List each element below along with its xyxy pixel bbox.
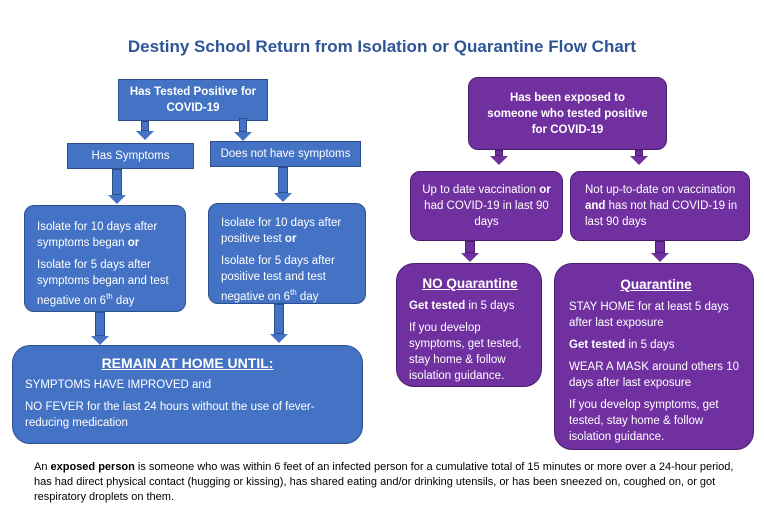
- isolate-nosymptoms-line2: Isolate for 5 days after positive test and test negative on 6th day: [221, 255, 335, 303]
- notuptodate-label: Not up-to-date on vaccination and has not had COVID-19 in last 90 days: [585, 184, 738, 228]
- remain-home-box: [12, 345, 363, 444]
- isolate-nosymptoms-box: [208, 203, 366, 304]
- has-symptoms-box: [67, 143, 194, 169]
- exposed-box: [468, 77, 667, 150]
- isolate-symptoms-line1: Isolate for 10 days after symptoms began or: [37, 221, 158, 249]
- isolate-nosymptoms-line1: Isolate for 10 days after positive test or: [221, 217, 342, 245]
- has-symptoms-label: Has Symptoms: [91, 150, 170, 162]
- no-quarantine-box: [396, 263, 542, 387]
- quarantine-mask: WEAR A MASK around others 10 days after last exposure: [569, 361, 740, 389]
- isolate-symptoms-line2: Isolate for 5 days after symptoms began and test negative on 6th day: [37, 259, 169, 307]
- remain-home-line2: NO FEVER for the last 24 hours without the use of fever-reducing medication: [25, 401, 315, 429]
- quarantine-stay: STAY HOME for at least 5 days after last exposure: [569, 301, 729, 329]
- arrow-down-icon: [270, 304, 288, 343]
- exposed-label: Has been exposed to someone who tested positive for COVID-19: [487, 91, 648, 136]
- quarantine-box: [554, 263, 754, 450]
- remain-home-heading: REMAIN AT HOME UNTIL:: [101, 355, 274, 371]
- arrow-down-icon: [274, 167, 292, 202]
- tested-positive-label: Has Tested Positive for COVID-19: [129, 86, 257, 114]
- page-title: Destiny School Return from Isolation or Quarantine Flow Chart: [127, 37, 637, 56]
- footnote: An exposed person is someone who was within 6 feet of an infected person for a cumulative total of 15 minutes or more over a 24-hour period, has had direct physical contact (hugging or kissing), has shared eating and/or drinking utensils, or has been sneezed on, coughed on, or got respiratory droplets on them.: [34, 461, 734, 503]
- no-symptoms-label: Does not have symptoms: [220, 148, 351, 160]
- quarantine-develop: If you develop symptoms, get tested, stay home & follow isolation guidance.: [569, 399, 719, 443]
- arrow-down-icon: [108, 169, 126, 204]
- arrow-down-icon: [630, 150, 648, 165]
- arrow-down-icon: [234, 118, 252, 141]
- arrow-down-icon: [490, 150, 508, 165]
- no-quarantine-test: Get tested in 5 days: [409, 300, 515, 312]
- uptodate-box: [410, 171, 563, 241]
- arrow-down-icon: [461, 241, 479, 262]
- remain-home-line1: SYMPTOMS HAVE IMPROVED and: [25, 379, 212, 391]
- no-quarantine-heading: NO Quarantine: [422, 276, 518, 291]
- tested-positive-box: [118, 79, 268, 121]
- no-symptoms-box: [210, 141, 361, 167]
- arrow-down-icon: [651, 241, 669, 262]
- arrow-down-icon: [91, 312, 109, 345]
- uptodate-label: Up to date vaccination or had COVID-19 in last 90 days: [422, 184, 551, 228]
- quarantine-test: Get tested in 5 days: [569, 339, 675, 351]
- notuptodate-box: [570, 171, 750, 241]
- no-quarantine-develop: If you develop symptoms, get tested, stay home & follow isolation guidance.: [409, 322, 522, 382]
- isolate-symptoms-box: [24, 205, 186, 312]
- quarantine-heading: Quarantine: [620, 277, 692, 292]
- arrow-down-icon: [136, 121, 154, 140]
